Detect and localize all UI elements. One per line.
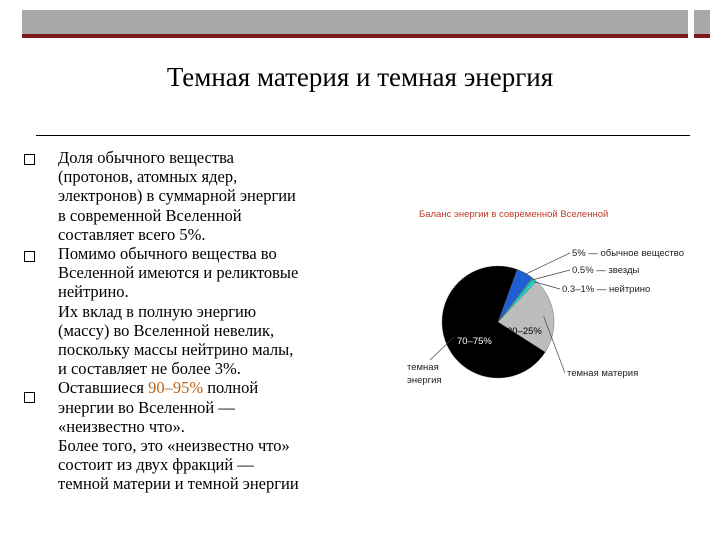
bullet-2-line: нейтрино. (58, 282, 129, 302)
bullet-text-block (58, 148, 358, 494)
bullet-1-line: электронов) в суммарной энергии (58, 186, 296, 206)
bullet-3-line: Более того, это «неизвестно что» (58, 436, 290, 456)
slice-label-dark-matter-pct: 20–25% (507, 326, 542, 337)
energy-balance-pie-chart (400, 200, 710, 400)
legend-label-stars: 0.5% — звезды (572, 265, 640, 276)
bullet-2-line: (массу) во Вселенной невелик, (58, 320, 275, 340)
slice-label-dark-energy-pct: 70–75% (457, 336, 492, 347)
bullet-3-line: состоит из двух фракций — (58, 455, 254, 475)
bullet-2-line: Помимо обычного вещества во (58, 244, 277, 264)
bullet-2-line: Их вклад в полную энергию (58, 301, 257, 321)
bullet-1-line: Доля обычного вещества (58, 148, 234, 167)
bullet-2-line: и составляет не более 3%. (58, 359, 241, 379)
legend-label-matter: 5% — обычное вещество (572, 248, 685, 259)
bullet-3-highlight: 90–95% (148, 378, 204, 398)
top-decorative-band (22, 10, 688, 38)
bullet-2-line: Вселенной имеются и реликтовые (58, 263, 299, 283)
bullet-box-icon (24, 251, 35, 262)
label-dark-energy-line1: темная (407, 362, 439, 373)
bullet-3-post: полной (203, 378, 259, 398)
bullet-box-icon (24, 392, 35, 403)
chart-title: Баланс энергии в современной Вселенной (419, 209, 609, 220)
bullet-3-line: энергии во Вселенной — (58, 397, 235, 417)
title-divider (36, 135, 690, 136)
bullet-3-first-line (58, 378, 358, 397)
top-corner-block (694, 10, 710, 38)
label-dark-matter: темная материя (567, 368, 639, 379)
label-dark-energy-line2: энергия (407, 375, 442, 386)
bullet-3-pre: Оставшиеся (58, 378, 149, 398)
bullet-box-icon (24, 154, 35, 165)
slide-title: Темная материя и темная энергия (166, 62, 554, 92)
legend-label-neutrino: 0.3–1% — нейтрино (562, 284, 651, 295)
bullet-3-line: «неизвестно что». (58, 416, 185, 436)
bullet-1-line: (протонов, атомных ядер, (58, 167, 238, 187)
leader-line-stars (532, 270, 570, 280)
bullet-1-line: составляет всего 5%. (58, 224, 206, 244)
bullet-3-line: темной материи и темной энергии (58, 474, 299, 494)
bullet-1-line: в современной Вселенной (58, 205, 242, 225)
bullet-2-line: поскольку массы нейтрино малы, (58, 340, 294, 360)
